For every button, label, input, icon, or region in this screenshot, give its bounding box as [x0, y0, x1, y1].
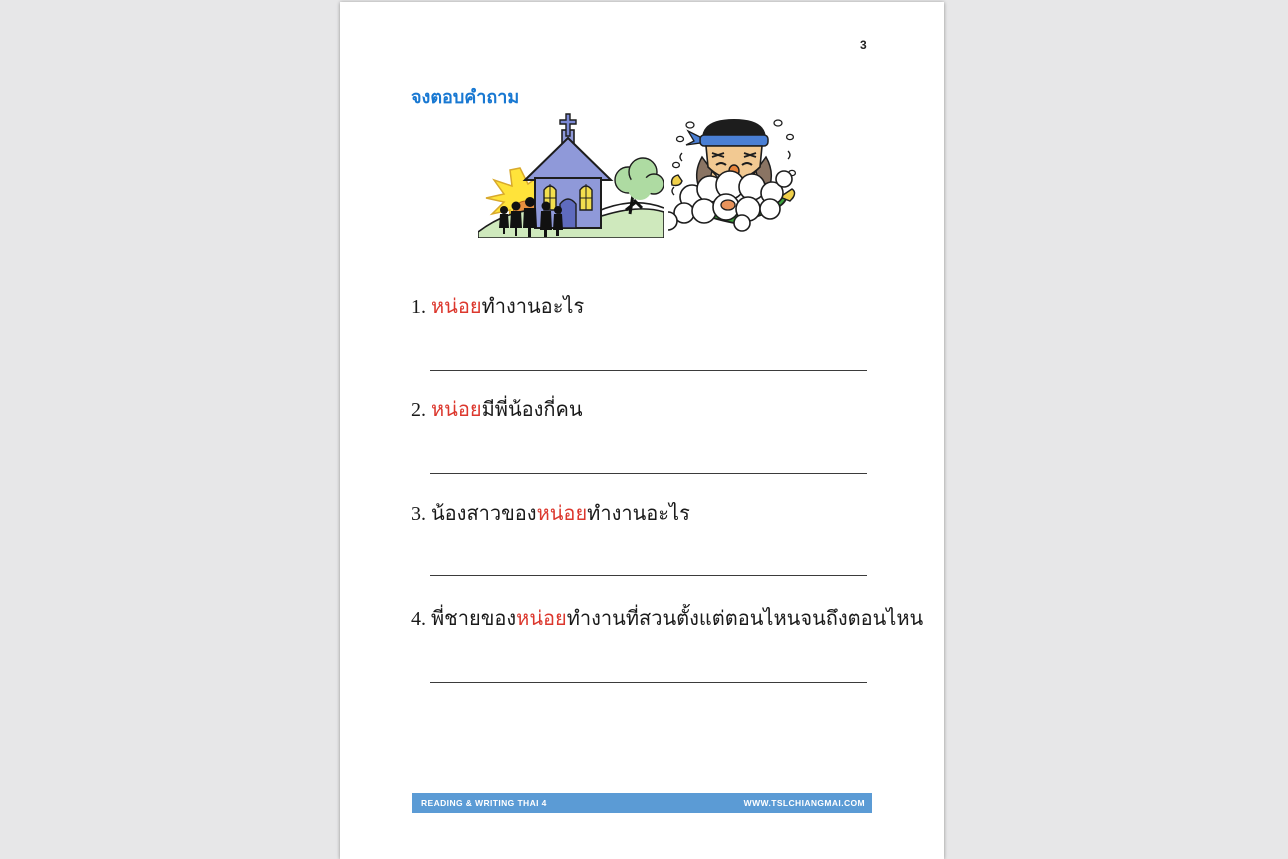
footer-bar: [412, 793, 872, 813]
document-page: [340, 2, 944, 859]
highlight-word: หน่อย: [431, 399, 482, 421]
highlight-word: หน่อย: [516, 608, 567, 630]
question-text-before: น้องสาวของ: [431, 503, 537, 525]
answer-line-4: [430, 682, 867, 683]
question-text-after: ทำงานอะไร: [481, 296, 585, 318]
answer-line-1: [430, 370, 867, 371]
church-clipart-image: [478, 110, 664, 238]
question-number: 3.: [411, 503, 426, 525]
question-4: [411, 603, 923, 635]
question-2: [411, 394, 583, 426]
question-text-before: พี่ชายของ: [431, 608, 517, 630]
question-text-after: ทำงานอะไร: [587, 503, 690, 525]
question-number: 2.: [411, 399, 426, 421]
question-number: 4.: [411, 608, 426, 630]
answer-line-3: [430, 575, 867, 576]
highlight-word: หน่อย: [431, 296, 482, 318]
question-text-after: ทำงานที่สวนตั้งแต่ตอนไหนจนถึงตอนไหน: [566, 608, 924, 630]
question-1: [411, 291, 584, 323]
highlight-word: หน่อย: [536, 503, 588, 525]
worksheet-heading: จงตอบคำถาม: [411, 87, 520, 107]
answer-line-2: [430, 473, 867, 474]
question-text-after: มีพี่น้องกี่คน: [481, 399, 583, 421]
question-3: [411, 498, 690, 530]
laundry-scrub-clipart-image: [668, 113, 800, 235]
page-number: 3: [860, 38, 867, 52]
church-building: [525, 114, 611, 228]
footer-website: WWW.TSLCHIANGMAI.COM: [743, 798, 865, 808]
question-number: 1.: [411, 296, 426, 318]
footer-course-title: READING & WRITING THAI 4: [421, 798, 547, 808]
tree-icon: [615, 158, 664, 200]
